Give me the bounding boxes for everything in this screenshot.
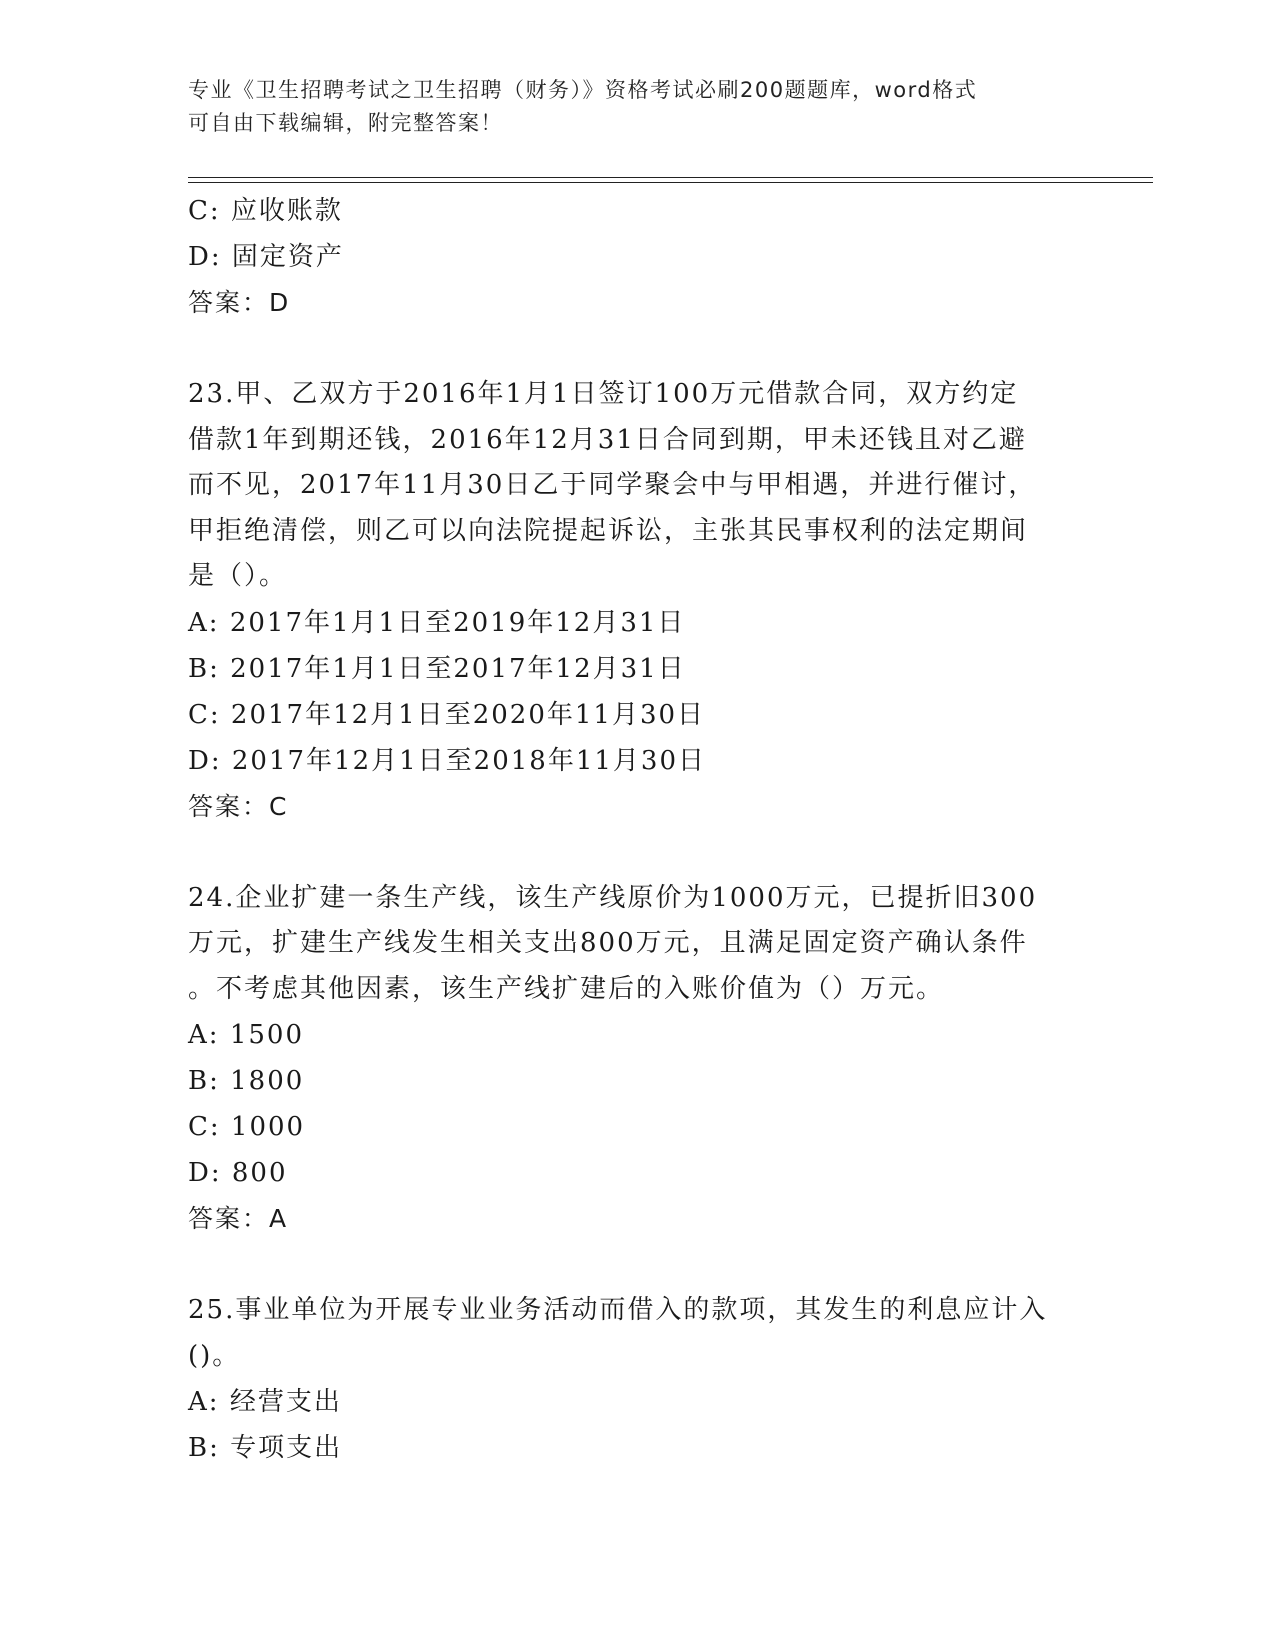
option-c bbox=[188, 1104, 1088, 1150]
option-text: 2017年12月1日至2020年11月30日 bbox=[230, 699, 706, 730]
option-label: C: bbox=[188, 196, 221, 226]
option-d bbox=[188, 1150, 1088, 1196]
option-d bbox=[188, 738, 1088, 784]
header-rule-bottom bbox=[188, 182, 1153, 183]
option-label: B: bbox=[188, 653, 220, 684]
option-b bbox=[188, 646, 1088, 692]
option-text: 800 bbox=[231, 1158, 288, 1188]
option-a bbox=[188, 600, 1088, 646]
question-24 bbox=[188, 876, 1088, 1243]
option-d bbox=[188, 234, 1088, 280]
option-c bbox=[188, 692, 1088, 738]
option-label: A: bbox=[188, 607, 220, 638]
document-body bbox=[188, 188, 1088, 1471]
option-c bbox=[188, 188, 1088, 234]
header-rule-top bbox=[188, 177, 1153, 178]
option-text: 经营支出 bbox=[229, 1387, 342, 1417]
option-a bbox=[188, 1012, 1088, 1058]
option-label: D: bbox=[188, 242, 222, 272]
option-text: 2017年1月1日至2019年12月31日 bbox=[229, 607, 686, 638]
option-b bbox=[188, 1058, 1088, 1104]
answer-line: 答案：C bbox=[188, 791, 289, 821]
option-text: 专项支出 bbox=[230, 1433, 343, 1463]
option-label: A: bbox=[188, 1387, 220, 1417]
option-label: B: bbox=[188, 1066, 220, 1096]
header-line-2: 可自由下载编辑，附完整答案！ bbox=[188, 111, 503, 135]
question-stem: 23.甲、乙双方于2016年1月1日签订100万元借款合同，双方约定 借款1年到期还钱，2016年12月31日合同到期，甲未还钱且对乙避 而不见，2017年11月30日乙于同学聚会中与甲相遇，并进行催讨， 甲拒绝清偿，则乙可以向法院提起诉讼，主张其民事权利的法定期间 是（）。 bbox=[188, 379, 1037, 591]
option-text: 1800 bbox=[230, 1066, 305, 1096]
header-line-1: 专业《卫生招聘考试之卫生招聘（财务）》资格考试必刷200题题库，word格式 bbox=[188, 78, 978, 102]
option-text: 应收账款 bbox=[230, 196, 343, 226]
document-header bbox=[188, 74, 1068, 140]
option-text: 2017年12月1日至2018年11月30日 bbox=[231, 745, 707, 776]
question-25 bbox=[188, 1288, 1088, 1471]
option-label: C: bbox=[188, 699, 221, 730]
answer-line: 答案：D bbox=[188, 288, 291, 317]
option-a bbox=[188, 1379, 1088, 1425]
answer-line: 答案：A bbox=[188, 1204, 289, 1233]
option-label: C: bbox=[188, 1112, 221, 1142]
option-label: D: bbox=[188, 1158, 222, 1188]
option-text: 2017年1月1日至2017年12月31日 bbox=[230, 653, 686, 684]
option-text: 1000 bbox=[230, 1112, 306, 1142]
option-label: D: bbox=[188, 745, 222, 776]
option-label: B: bbox=[188, 1433, 220, 1463]
option-text: 1500 bbox=[229, 1020, 304, 1050]
question-23 bbox=[188, 372, 1088, 830]
question-stem: 25.事业单位为开展专业业务活动而借入的款项，其发生的利息应计入 ()。 bbox=[188, 1295, 1048, 1371]
prev-question-block bbox=[188, 188, 1088, 326]
option-b bbox=[188, 1425, 1088, 1471]
option-text: 固定资产 bbox=[231, 242, 344, 272]
question-stem: 24.企业扩建一条生产线，该生产线原价为1000万元，已提折旧300 万元，扩建生产线发生相关支出800万元，且满足固定资产确认条件 。不考虑其他因素，该生产线扩建后的入账价值为（）万元。 bbox=[188, 882, 1038, 1004]
option-label: A: bbox=[188, 1020, 220, 1050]
